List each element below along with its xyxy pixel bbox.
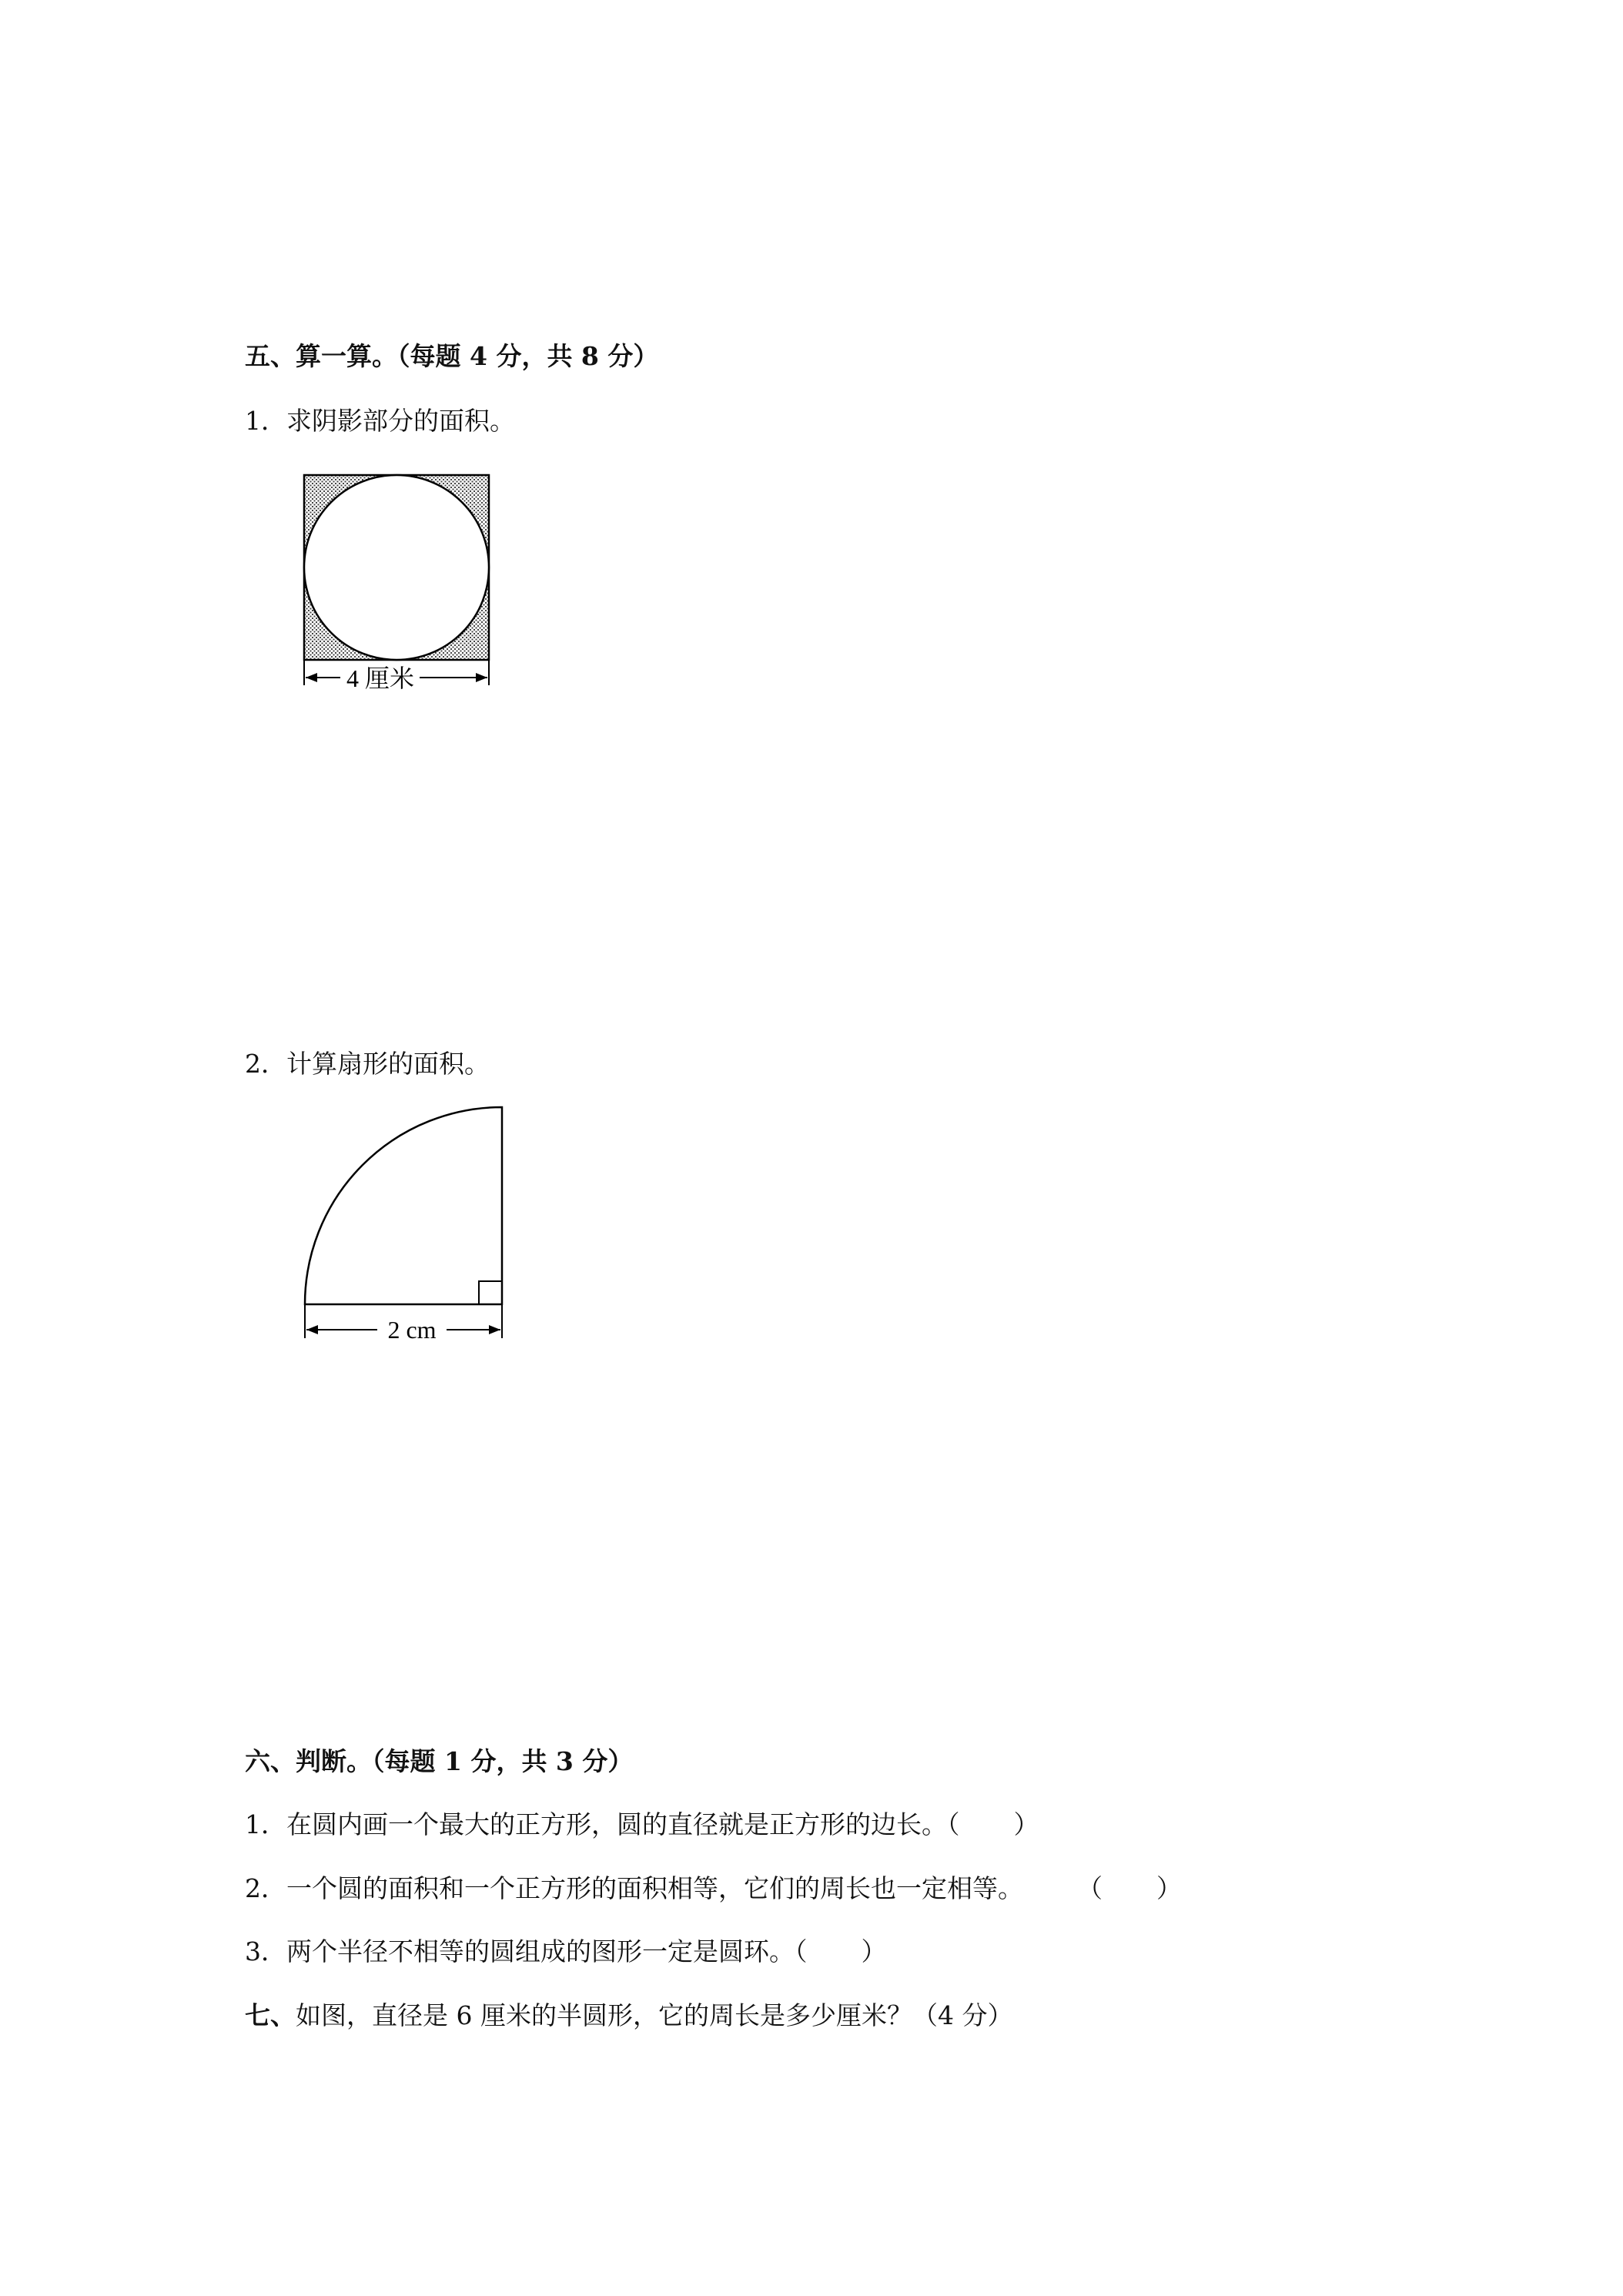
section6-title: 六、判断。（每题 1 分，共 3 分） xyxy=(245,1746,634,1776)
section5-question1: 1．求阴影部分的面积。 xyxy=(245,406,515,436)
answer-blank-close: ） xyxy=(1013,1809,1039,1839)
answer-blank-open: （ xyxy=(1077,1873,1103,1903)
sector-radius-label: 2 cm xyxy=(387,1316,437,1344)
section7-question: 七、如图，直径是 6 厘米的半圆形，它的周长是多少厘米？（4 分） xyxy=(245,2000,1013,2030)
answer-blank-close: ） xyxy=(1156,1873,1182,1903)
quarter-circle-sector-figure xyxy=(300,1103,516,1349)
section5-question2: 2．计算扇形的面积。 xyxy=(245,1049,490,1079)
shaded-square-circle-figure xyxy=(300,471,500,694)
judgement-item-2: 2．一个圆的面积和一个正方形的面积相等，它们的周长也一定相等。 （ ） xyxy=(245,1873,1182,1903)
inscribed-circle-shape xyxy=(304,475,489,660)
answer-blank-open: （ xyxy=(947,1809,960,1839)
answer-blank-open: （ xyxy=(795,1936,808,1966)
answer-blank-close: ） xyxy=(861,1936,887,1966)
right-angle-marker xyxy=(479,1281,502,1304)
judgement-item-3: 3．两个半径不相等的圆组成的图形一定是圆环。（ ） xyxy=(245,1936,887,1966)
square-side-label: 4 厘米 xyxy=(346,664,415,692)
sector-shape xyxy=(305,1107,502,1304)
judgement-item-1: 1．在圆内画一个最大的正方形，圆的直径就是正方形的边长。（ ） xyxy=(245,1809,1039,1839)
section5-title: 五、算一算。（每题 4 分，共 8 分） xyxy=(245,341,659,371)
